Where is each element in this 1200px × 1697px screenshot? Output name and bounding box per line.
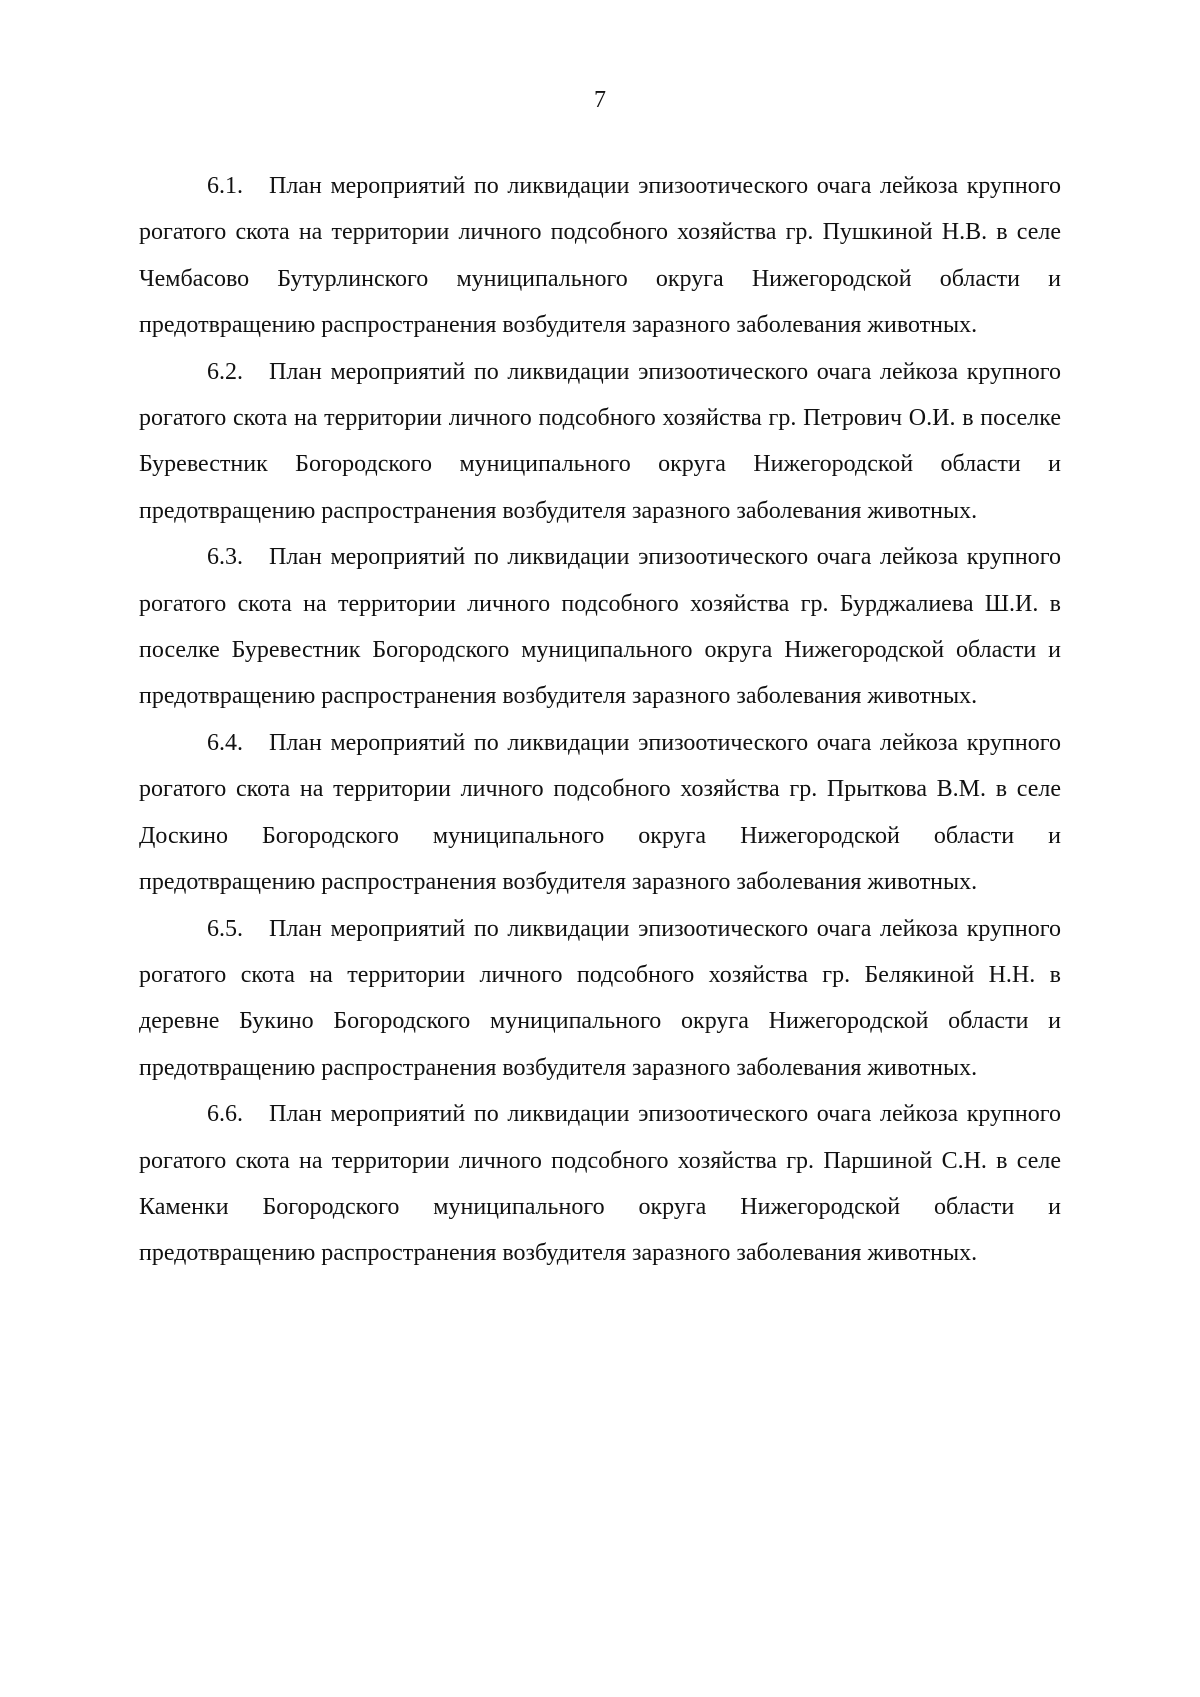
document-body <box>139 163 1061 1277</box>
item-number: 6.2. <box>207 358 243 385</box>
item-number: 6.5. <box>207 915 243 942</box>
item-text: План мероприятий по ликвидации эпизоотического очага лейкоза крупного рогатого скота на территории личного подсобного хозяйства гр. Прыткова В.М. в селе Доскино Богородского муниципального округа Нижегородской области и предотвращению распространения возбудителя заразного заболевания животных. <box>139 729 1061 896</box>
item-text: План мероприятий по ликвидации эпизоотического очага лейкоза крупного рогатого скота на территории личного подсобного хозяйства гр. Пушкиной Н.В. в селе Чембасово Бутурлинского муниципального округа Нижегородской области и предотвращению распространения возбудителя заразного заболевания животных. <box>139 173 1061 339</box>
list-item-6-3 <box>139 534 1061 720</box>
page-number: 7 <box>594 87 606 113</box>
item-text: План мероприятий по ликвидации эпизоотического очага лейкоза крупного рогатого скота на территории личного подсобного хозяйства гр. Паршиной С.Н. в селе Каменки Богородского муниципального округа Нижегородской области и предотвращению распространения возбудителя заразного заболевания животных. <box>139 1101 1061 1267</box>
list-item-6-5 <box>139 906 1061 1092</box>
list-item-6-2 <box>139 349 1061 535</box>
item-number: 6.1. <box>207 173 243 199</box>
item-text: План мероприятий по ликвидации эпизоотического очага лейкоза крупного рогатого скота на территории личного подсобного хозяйства гр. Белякиной Н.Н. в деревне Букино Богородского муниципального округа Нижегородской области и предотвращению распространения возбудителя заразного заболевания животных. <box>139 915 1061 1081</box>
item-text: План мероприятий по ликвидации эпизоотического очага лейкоза крупного рогатого скота на территории личного подсобного хозяйства гр. Петрович О.И. в поселке Буревестник Богородского муниципального округа Нижегородской области и предотвращению распространения возбудителя заразного заболевания животных. <box>139 358 1061 524</box>
list-item-6-4 <box>139 720 1061 906</box>
item-number: 6.6. <box>207 1101 243 1128</box>
item-number: 6.4. <box>207 729 243 756</box>
list-item-6-1 <box>139 163 1061 349</box>
list-item-6-6 <box>139 1091 1061 1277</box>
item-number: 6.3. <box>207 544 243 571</box>
item-text: План мероприятий по ликвидации эпизоотического очага лейкоза крупного рогатого скота на территории личного подсобного хозяйства гр. Бурджалиева Ш.И. в поселке Буревестник Богородского муниципального округа Нижегородской области и предотвращению распространения возбудителя заразного заболевания животных. <box>139 544 1061 710</box>
